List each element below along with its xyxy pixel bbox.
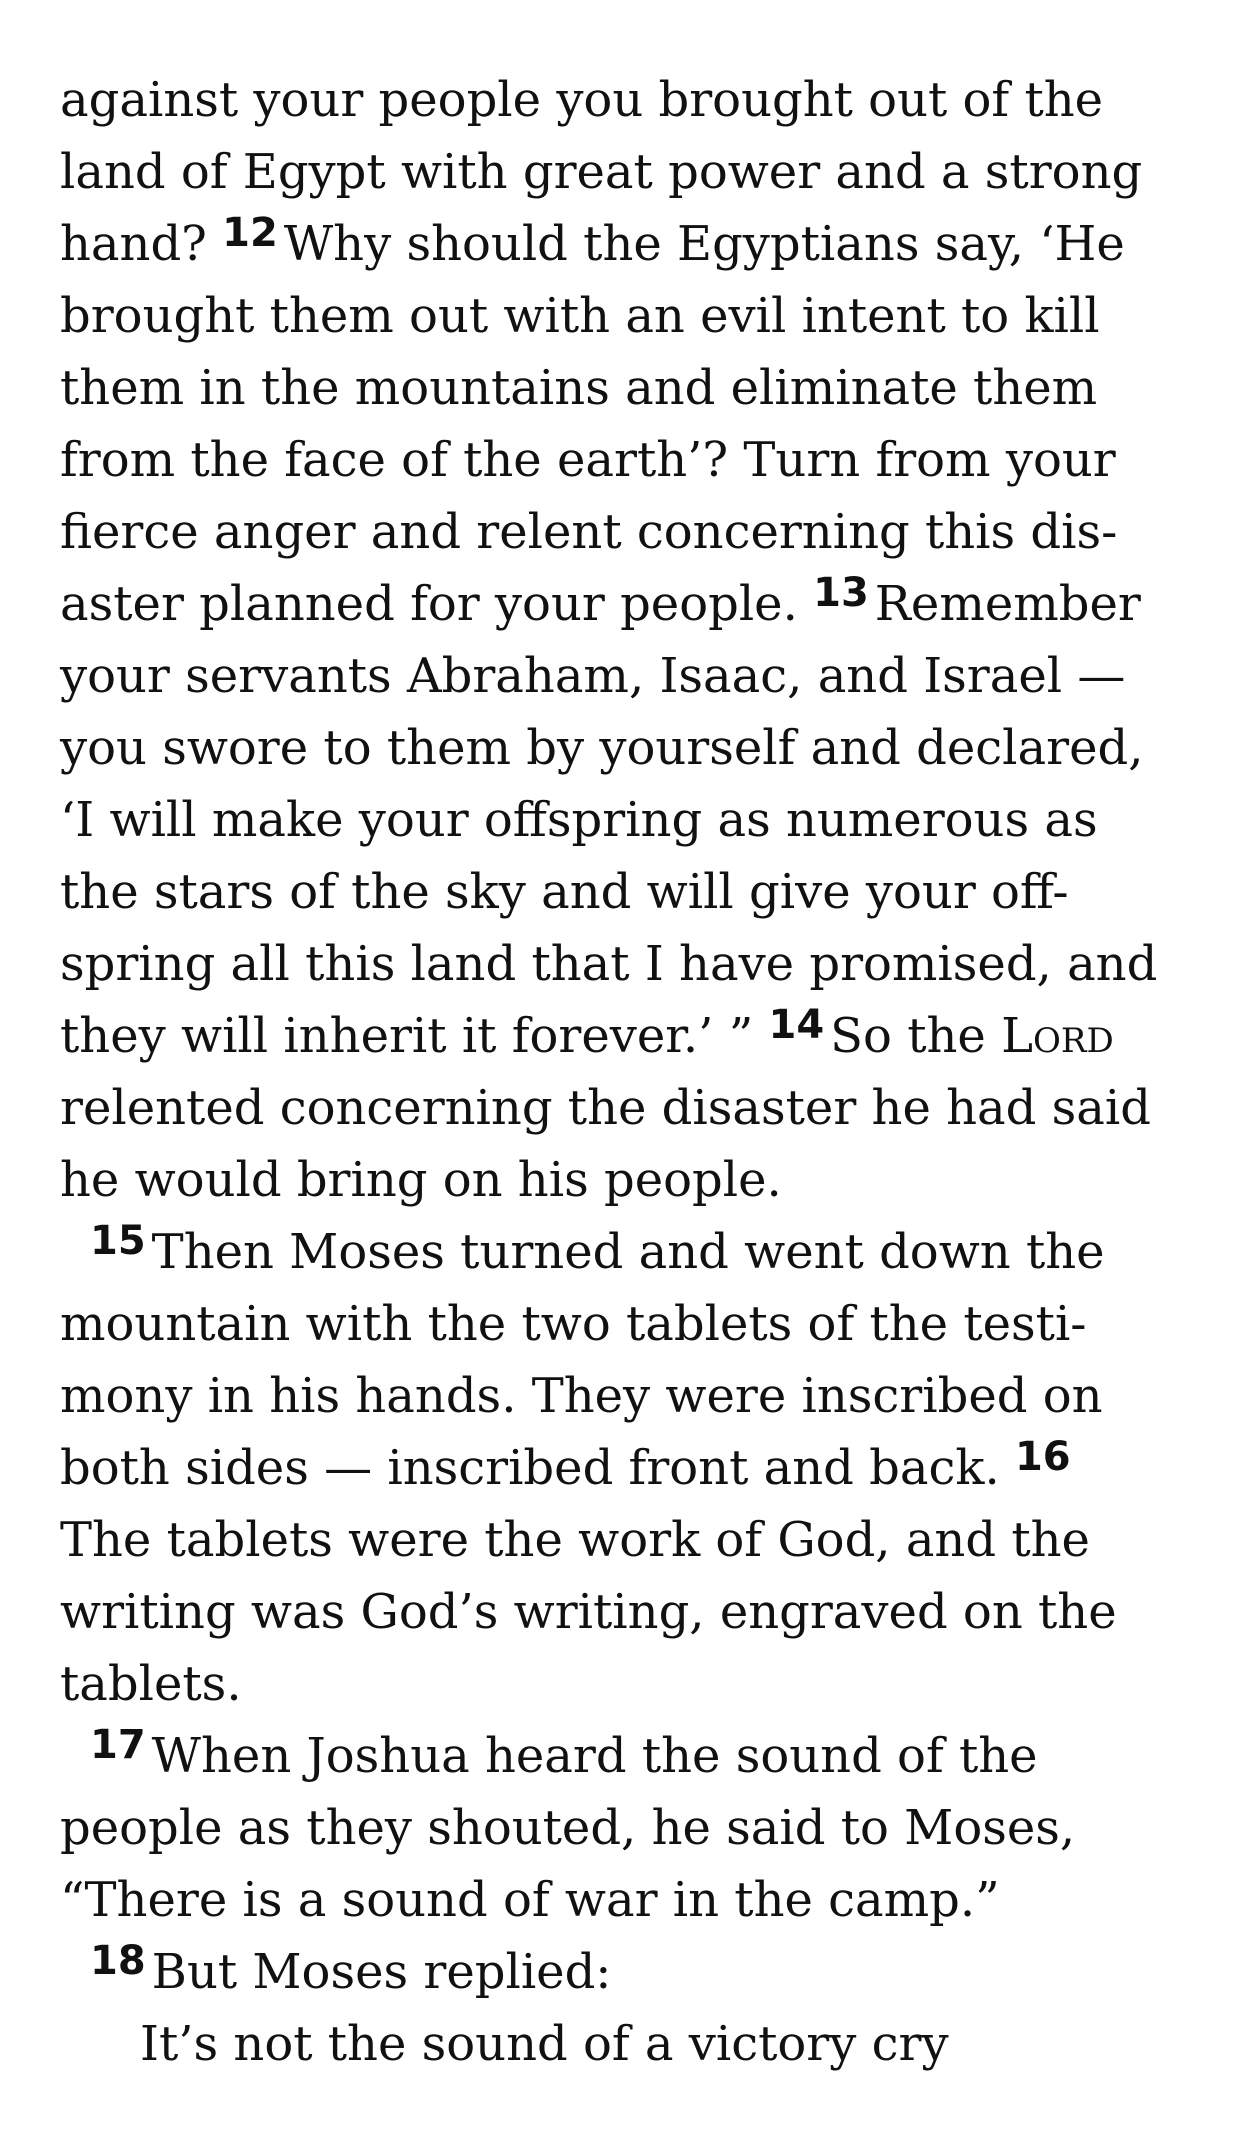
text-line <box>60 1144 1200 1216</box>
verse-number-12[interactable]: 12 <box>222 210 278 256</box>
text-line <box>60 928 1200 1000</box>
verse-number-13[interactable]: 13 <box>813 570 869 616</box>
verse-text: ‘I will make your offspring as numerous as <box>60 792 1098 848</box>
verse-text: your servants Abraham, Isaac, and Israel — <box>60 648 1126 704</box>
verse-text: The tablets were the work of God, and the <box>60 1512 1090 1568</box>
verse-text: you swore to them by yourself and declared, <box>60 720 1144 776</box>
text-line <box>60 1936 1200 2008</box>
text-line <box>60 784 1200 856</box>
verse-text: Remember <box>874 576 1141 632</box>
verse-text: both sides — inscribed front and back. <box>60 1440 1000 1496</box>
verse-text: they will inherit it forever.’ ” <box>60 1008 754 1064</box>
verse-text: them in the mountains and eliminate them <box>60 360 1098 416</box>
text-line <box>60 1432 1200 1504</box>
text-line <box>60 640 1200 712</box>
verse-text: the stars of the sky and will give your off- <box>60 864 1069 920</box>
verse-number-15[interactable]: 15 <box>90 1218 146 1264</box>
verse-text: But Moses replied: <box>151 1944 612 2000</box>
verse-text: writing was God’s writing, engraved on the <box>60 1584 1117 1640</box>
verse-number-14[interactable]: 14 <box>768 1002 825 1048</box>
text-line <box>60 1720 1200 1792</box>
poetry-line <box>60 2008 1200 2080</box>
verse-text: So the <box>830 1008 986 1064</box>
verse-text: fierce anger and relent concerning this dis- <box>60 504 1118 560</box>
verse-text: “There is a sound of war in the camp.” <box>60 1872 1000 1928</box>
text-line <box>60 1576 1200 1648</box>
text-line <box>60 1504 1200 1576</box>
text-line <box>60 136 1200 208</box>
text-line <box>60 1360 1200 1432</box>
text-line <box>60 1072 1200 1144</box>
text-line <box>60 712 1200 784</box>
verse-text: against your people you brought out of the <box>60 72 1104 128</box>
verse-text: Why should the Egyptians say, ‘He <box>283 216 1125 272</box>
text-line <box>60 424 1200 496</box>
lord-smallcaps: Lord <box>1001 1008 1114 1064</box>
text-line <box>60 64 1200 136</box>
text-line <box>60 280 1200 352</box>
text-line <box>60 1000 1200 1072</box>
text-line <box>60 856 1200 928</box>
verse-text: Then Moses turned and went down the <box>151 1224 1105 1280</box>
verse-text: mountain with the two tablets of the testi- <box>60 1296 1087 1352</box>
verse-text: from the face of the earth’? Turn from your <box>60 432 1116 488</box>
text-line <box>60 496 1200 568</box>
verse-number-18[interactable]: 18 <box>90 1938 146 1984</box>
verse-text: hand? <box>60 216 207 272</box>
verse-text: When Joshua heard the sound of the <box>151 1728 1038 1784</box>
verse-text: relented concerning the disaster he had said <box>60 1080 1151 1136</box>
text-line <box>60 352 1200 424</box>
verse-text: he would bring on his people. <box>60 1152 782 1208</box>
verse-text: land of Egypt with great power and a strong <box>60 144 1143 200</box>
text-line <box>60 1648 1200 1720</box>
scripture-page <box>60 64 1200 2080</box>
verse-number-17[interactable]: 17 <box>90 1722 146 1768</box>
verse-text: It’s not the sound of a victory cry <box>140 2016 949 2072</box>
verse-text: tablets. <box>60 1656 242 1712</box>
text-line <box>60 1864 1200 1936</box>
verse-number-16[interactable]: 16 <box>1014 1434 1071 1480</box>
text-line <box>60 568 1200 640</box>
text-line <box>60 1216 1200 1288</box>
verse-text: aster planned for your people. <box>60 576 798 632</box>
text-line <box>60 1288 1200 1360</box>
verse-text: spring all this land that I have promised, and <box>60 936 1158 992</box>
verse-text: people as they shouted, he said to Moses, <box>60 1800 1076 1856</box>
verse-text: mony in his hands. They were inscribed on <box>60 1368 1103 1424</box>
verse-text: brought them out with an evil intent to kill <box>60 288 1100 344</box>
text-line <box>60 1792 1200 1864</box>
text-line <box>60 208 1200 280</box>
